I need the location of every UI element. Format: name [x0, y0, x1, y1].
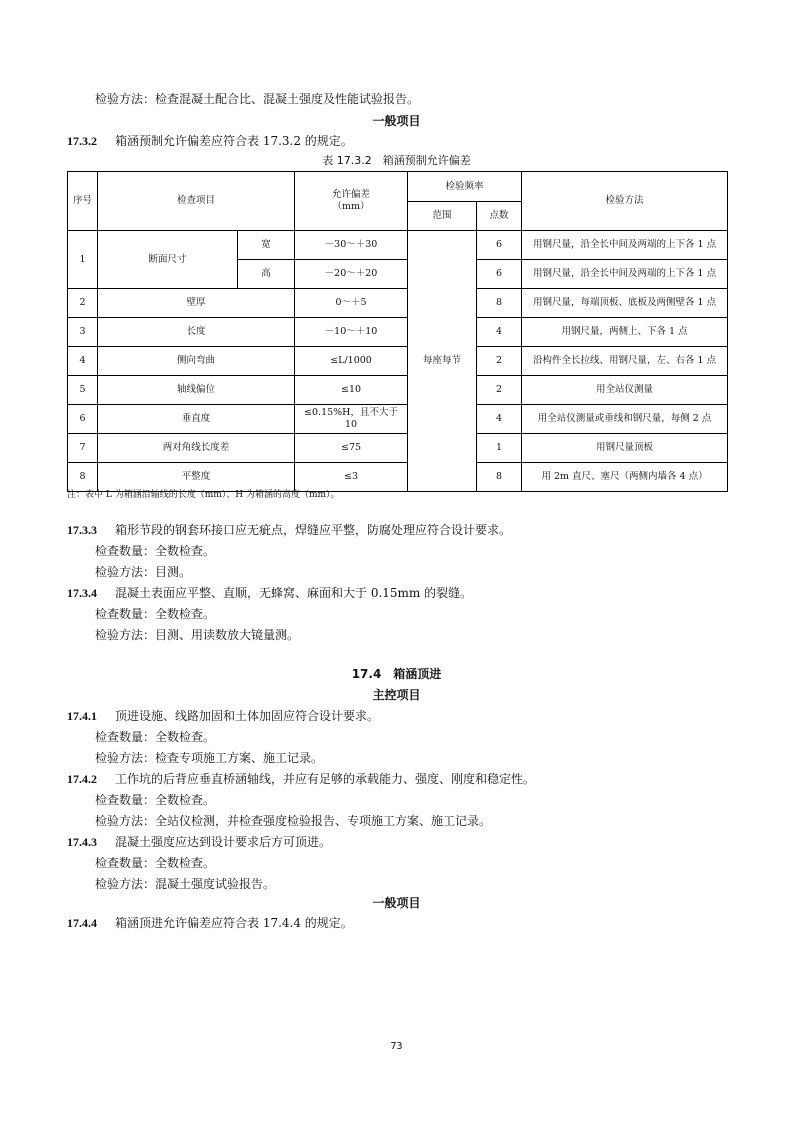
row-points: 4: [477, 405, 522, 434]
row-method: 用全站仪测量或垂线和钢尺量，每侧 2 点: [522, 405, 728, 434]
inspection-quantity: 检查数量：全数检查。: [95, 793, 216, 807]
row-tolerance: ≤75: [295, 434, 408, 463]
inspection-method: 检验方法：混凝土强度试验报告。: [95, 877, 276, 891]
main-items-heading: 主控项目: [372, 688, 421, 702]
row-tolerance: －20～＋20: [295, 260, 408, 289]
table-row: [68, 231, 728, 260]
row-no: 4: [68, 347, 98, 376]
clause-text: 箱涵预制允许偏差应符合表 17.3.2 的规定。: [115, 134, 353, 148]
row-item: 壁厚: [98, 289, 295, 318]
row-no: 1: [68, 231, 98, 289]
row-range: 每座每节: [408, 231, 477, 492]
table-row: [68, 347, 728, 376]
row-points: 2: [477, 376, 522, 405]
general-items-heading: 一般项目: [372, 896, 421, 910]
row-item: 侧向弯曲: [98, 347, 295, 376]
clause-17-3-3: [67, 522, 511, 538]
row-subitem: 宽: [238, 231, 295, 260]
row-method: 用钢尺量，沿全长中间及两端的上下各 1 点: [522, 231, 728, 260]
clause-text: 混凝土强度应达到设计要求后方可顶进。: [115, 835, 332, 849]
clause-number: 17.4.1: [67, 709, 97, 723]
row-no: 7: [68, 434, 98, 463]
inspection-quantity: 检查数量：全数检查。: [95, 730, 216, 744]
table-caption: 表 17.3.2 箱涵预制允许偏差: [322, 154, 471, 167]
clause-text: 混凝土表面应平整、直顺，无蜂窝、麻面和大于 0.15mm 的裂缝。: [115, 586, 473, 600]
row-item: 垂直度: [98, 405, 295, 434]
table-row: [68, 289, 728, 318]
table-row: [68, 405, 728, 434]
row-tolerance: ≤0.15%H，且不大于 10: [295, 405, 408, 434]
row-points: 2: [477, 347, 522, 376]
row-method: 用钢尺量，每端顶板、底板及两侧壁各 1 点: [522, 289, 728, 318]
row-method: 沿构件全长拉线、用钢尺量，左、右各 1 点: [522, 347, 728, 376]
row-tolerance: ≤L/1000: [295, 347, 408, 376]
clause-text: 工作坑的后背应垂直桥涵轴线，并应有足够的承载能力、强度、刚度和稳定性。: [115, 772, 536, 786]
page-number: 73: [390, 1041, 403, 1052]
clause-17-4-4: [67, 915, 353, 931]
section-title: 17.4 箱涵顶进: [351, 667, 442, 681]
row-item: 断面尺寸: [98, 231, 238, 289]
table-note: 注：表中 L 为箱涵沿轴线的长度（mm）、H 为箱涵的高度（mm）。: [67, 490, 340, 500]
row-tolerance: ≤3: [295, 463, 408, 492]
clause-number: 17.4.2: [67, 772, 97, 786]
clause-17-4-2: [67, 771, 535, 787]
header-frequency: 检验频率: [408, 172, 522, 202]
clause-17-3-2: [67, 133, 353, 149]
row-method: 用钢尺量，沿全长中间及两端的上下各 1 点: [522, 260, 728, 289]
row-method: 用 2m 直尺、塞尺（两侧内墙各 4 点）: [522, 463, 728, 492]
inspection-quantity: 检查数量：全数检查。: [95, 856, 216, 870]
row-points: 8: [477, 463, 522, 492]
tolerance-table: [67, 171, 728, 492]
inspection-quantity: 检查数量：全数检查。: [95, 544, 216, 558]
row-points: 1: [477, 434, 522, 463]
row-points: 6: [477, 260, 522, 289]
clause-text: 顶进设施、线路加固和土体加固应符合设计要求。: [115, 709, 380, 723]
table-header-row: [68, 172, 728, 202]
inspection-method-line: 检验方法：检查混凝土配合比、混凝土强度及性能试验报告。: [95, 92, 420, 106]
header-range: 范围: [408, 202, 477, 231]
header-tolerance: 允许偏差（mm）: [295, 172, 408, 231]
general-items-heading: 一般项目: [372, 114, 421, 128]
inspection-quantity: 检查数量：全数检查。: [95, 607, 216, 621]
row-no: 2: [68, 289, 98, 318]
header-method: 检验方法: [522, 172, 728, 231]
row-no: 3: [68, 318, 98, 347]
clause-number: 17.3.2: [67, 134, 97, 148]
row-points: 6: [477, 231, 522, 260]
inspection-method: 检验方法：目测、用读数放大镜量测。: [95, 628, 300, 642]
row-tolerance: －30～＋30: [295, 231, 408, 260]
clause-number: 17.4.3: [67, 835, 97, 849]
table-row: [68, 434, 728, 463]
row-no: 6: [68, 405, 98, 434]
clause-17-4-3: [67, 834, 331, 850]
row-tolerance: ≤10: [295, 376, 408, 405]
table-row: [68, 376, 728, 405]
row-item: 两对角线长度差: [98, 434, 295, 463]
clause-text: 箱涵顶进允许偏差应符合表 17.4.4 的规定。: [115, 916, 353, 930]
row-item: 平整度: [98, 463, 295, 492]
row-method: 用全站仪测量: [522, 376, 728, 405]
row-tolerance: －10～＋10: [295, 318, 408, 347]
row-no: 5: [68, 376, 98, 405]
row-tolerance: 0～＋5: [295, 289, 408, 318]
row-points: 8: [477, 289, 522, 318]
row-no: 8: [68, 463, 98, 492]
row-subitem: 高: [238, 260, 295, 289]
header-item: 检查项目: [98, 172, 295, 231]
row-method: 用钢尺量顶板: [522, 434, 728, 463]
table-row: [68, 463, 728, 492]
inspection-method: 检验方法：全站仪检测，并检查强度检验报告、专项施工方案、施工记录。: [95, 814, 492, 828]
row-method: 用钢尺量，两侧上、下各 1 点: [522, 318, 728, 347]
header-points: 点数: [477, 202, 522, 231]
clause-number: 17.3.4: [67, 586, 97, 600]
row-item: 轴线偏位: [98, 376, 295, 405]
clause-17-4-1: [67, 708, 379, 724]
inspection-method: 检验方法：检查专项施工方案、施工记录。: [95, 751, 324, 765]
clause-number: 17.3.3: [67, 523, 97, 537]
clause-17-3-4: [67, 585, 472, 601]
clause-text: 箱形节段的钢套环接口应无疵点，焊缝应平整，防腐处理应符合设计要求。: [115, 523, 512, 537]
header-no: 序号: [68, 172, 98, 231]
row-item: 长度: [98, 318, 295, 347]
clause-number: 17.4.4: [67, 916, 97, 930]
row-points: 4: [477, 318, 522, 347]
inspection-method: 检验方法：目测。: [95, 565, 192, 579]
table-row: [68, 318, 728, 347]
